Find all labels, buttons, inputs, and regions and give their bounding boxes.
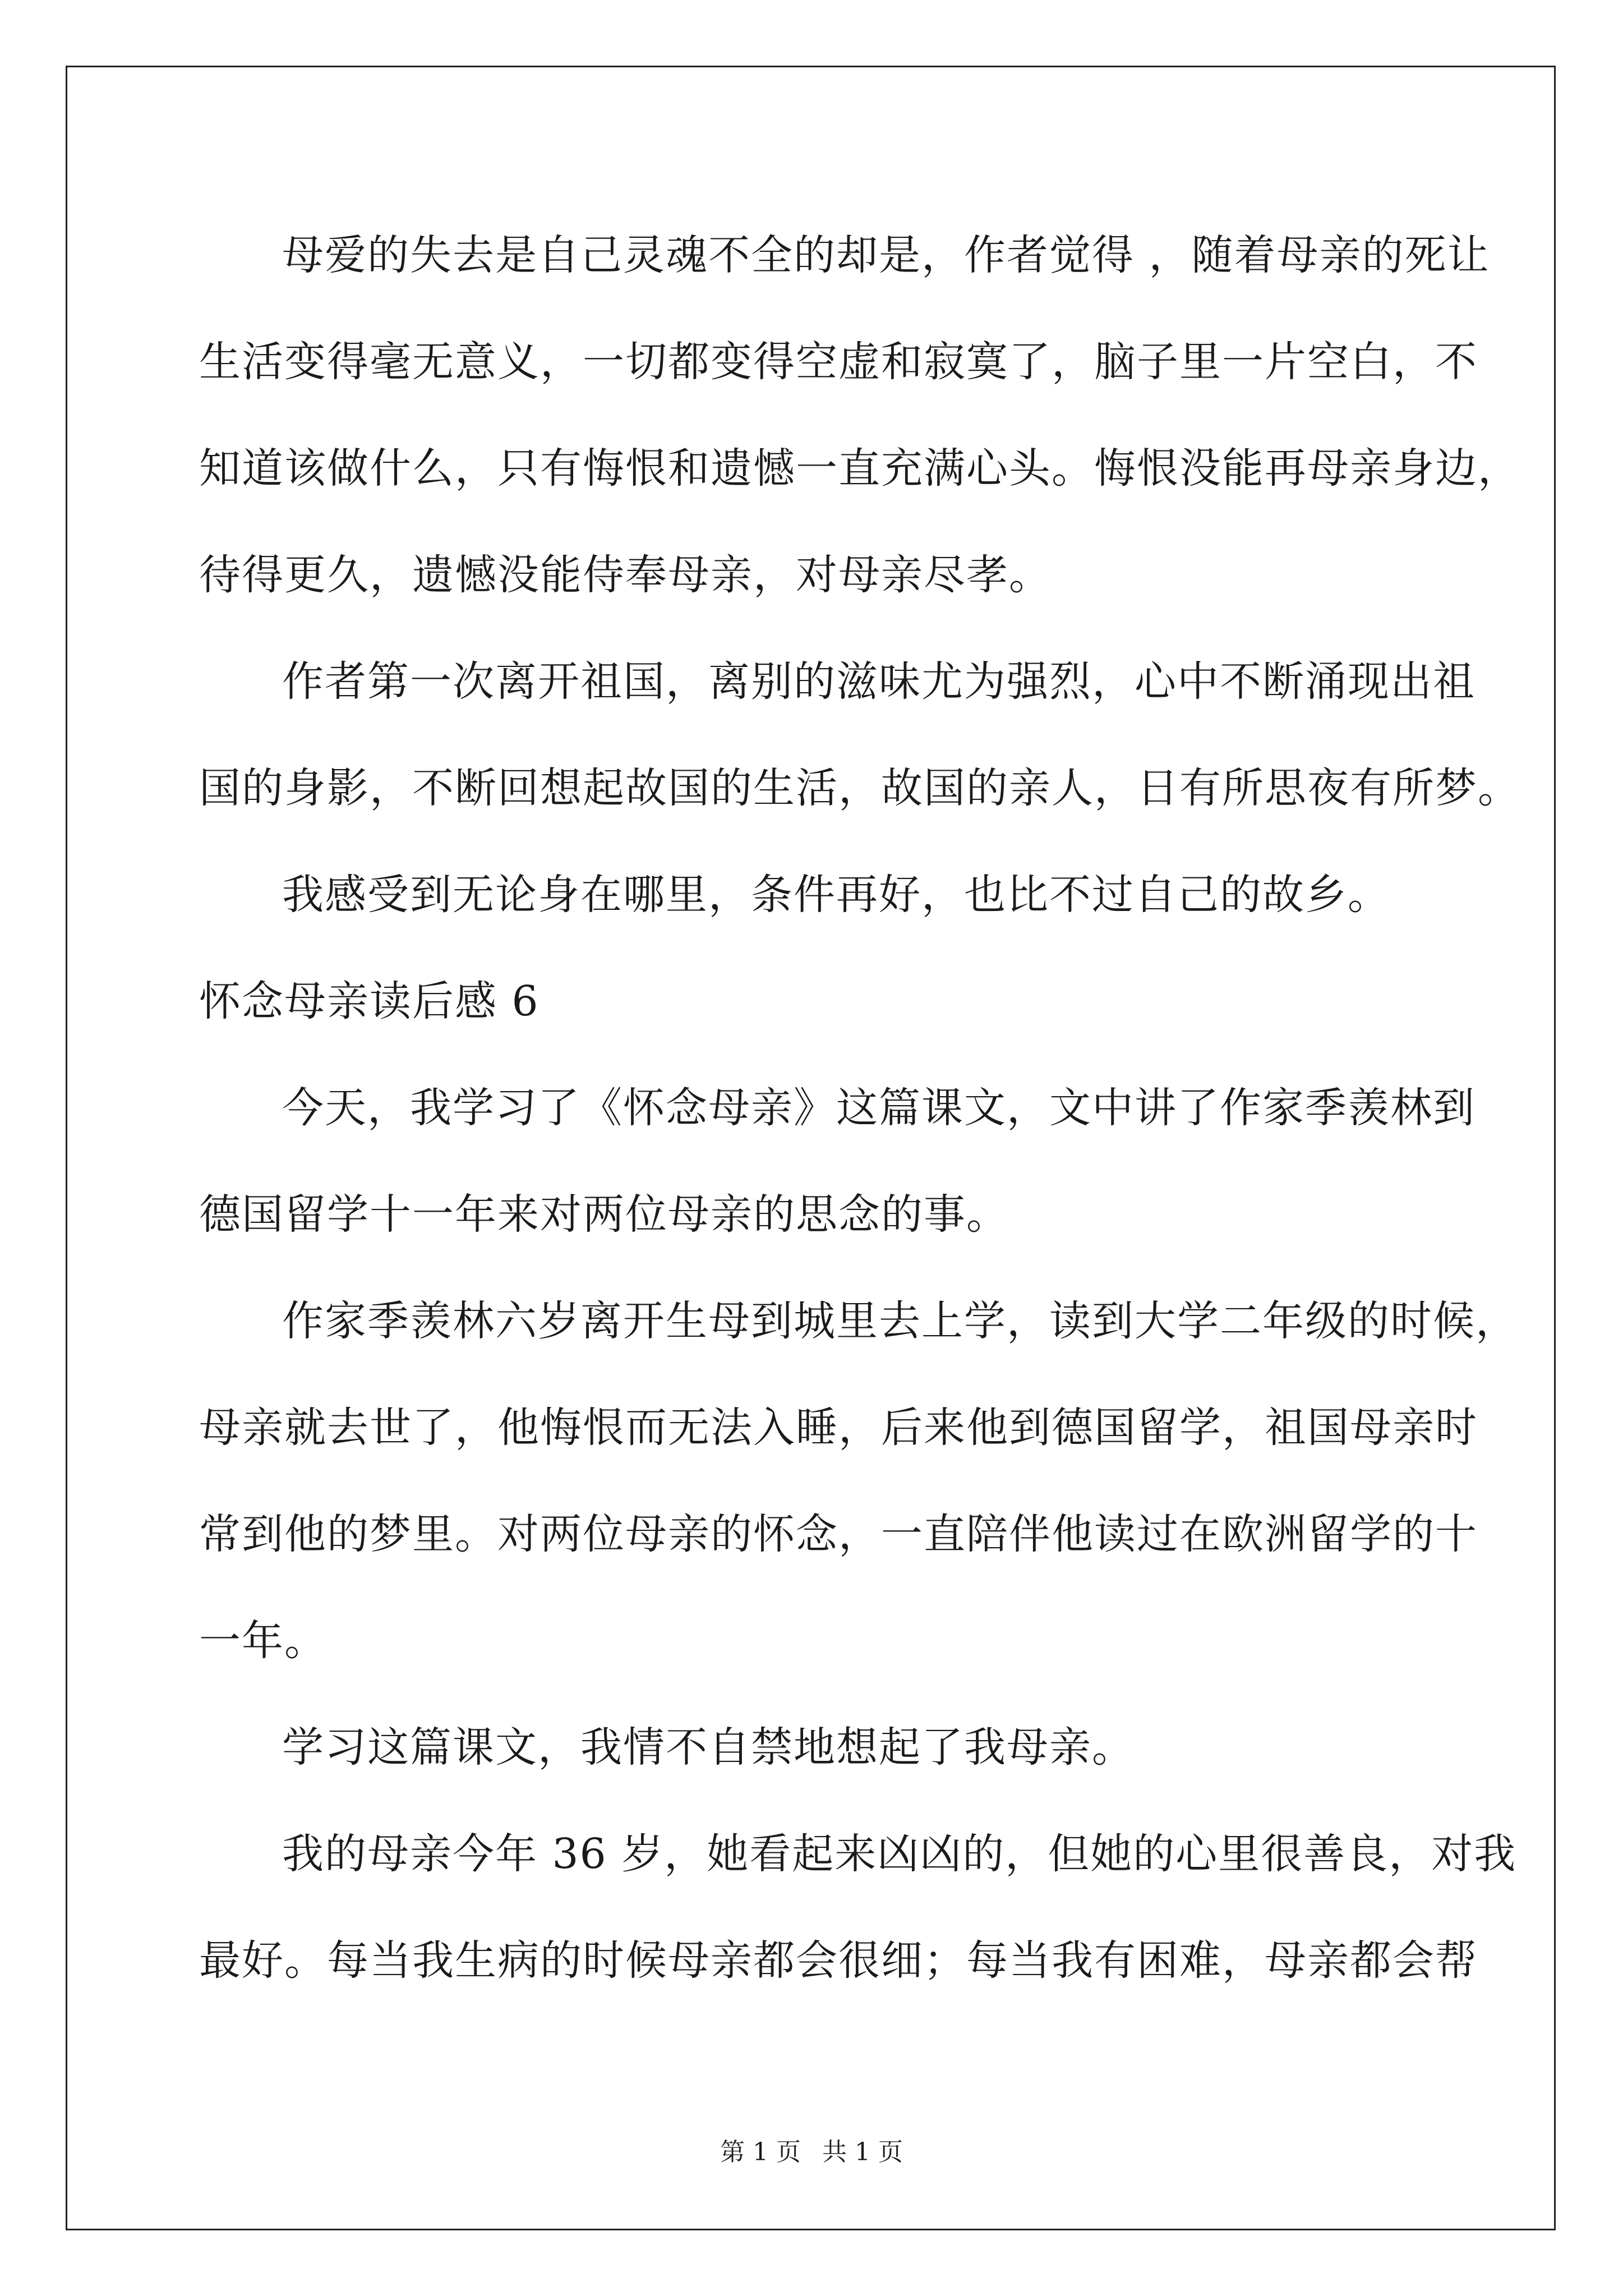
- text-line: 学习这篇课文，我情不自禁地想起了我母亲。: [282, 1723, 1135, 1772]
- text-line: 母亲就去世了，他悔恨而无法入睡，后来他到德国留学，祖国母亲时: [199, 1404, 1478, 1452]
- text-line: 国的身影，不断回想起故国的生活，故国的亲人，日有所思夜有所梦。: [199, 764, 1520, 812]
- page-footer: [0, 2132, 1623, 2168]
- text-line: 常到他的梦里。对两位母亲的怀念，一直陪伴他读过在欧洲留学的十: [199, 1510, 1478, 1558]
- text-line: 一年。: [199, 1617, 327, 1665]
- text-line: 作家季羡林六岁离开生母到城里去上学，读到大学二年级的时候，: [282, 1297, 1518, 1345]
- text-line: 最好。每当我生病的时候母亲都会很细；每当我有困难，母亲都会帮: [199, 1936, 1478, 1985]
- text-line: 作者第一次离开祖国，离别的滋味尤为强烈，心中不断涌现出祖: [282, 657, 1476, 706]
- text-line: 待得更久，遗憾没能侍奉母亲，对母亲尽孝。: [199, 551, 1052, 599]
- section-heading: 怀念母亲读后感 6: [199, 977, 540, 1025]
- text-line: 母爱的失去是自己灵魂不全的却是，作者觉得 ，随着母亲的死让: [282, 231, 1490, 279]
- text-line: 生活变得毫无意义，一切都变得空虚和寂寞了，脑子里一片空白，不: [199, 338, 1478, 386]
- text-line: 今天，我学习了《怀念母亲》这篇课文，文中讲了作家季羡林到: [282, 1084, 1476, 1132]
- text-line: 我感受到无论身在哪里，条件再好，也比不过自己的故乡。: [282, 871, 1390, 919]
- page-total: 共 1 页: [822, 2138, 903, 2166]
- text-line: 知道该做什么，只有悔恨和遗憾一直充满心头。悔恨没能再母亲身边，: [199, 444, 1520, 493]
- document-body: [199, 202, 1520, 2014]
- text-line: 我的母亲今年 36 岁，她看起来凶凶的，但她的心里很善良，对我: [282, 1830, 1517, 1878]
- text-line: 德国留学十一年来对两位母亲的思念的事。: [199, 1190, 1009, 1239]
- page-number: 第 1 页: [720, 2138, 801, 2166]
